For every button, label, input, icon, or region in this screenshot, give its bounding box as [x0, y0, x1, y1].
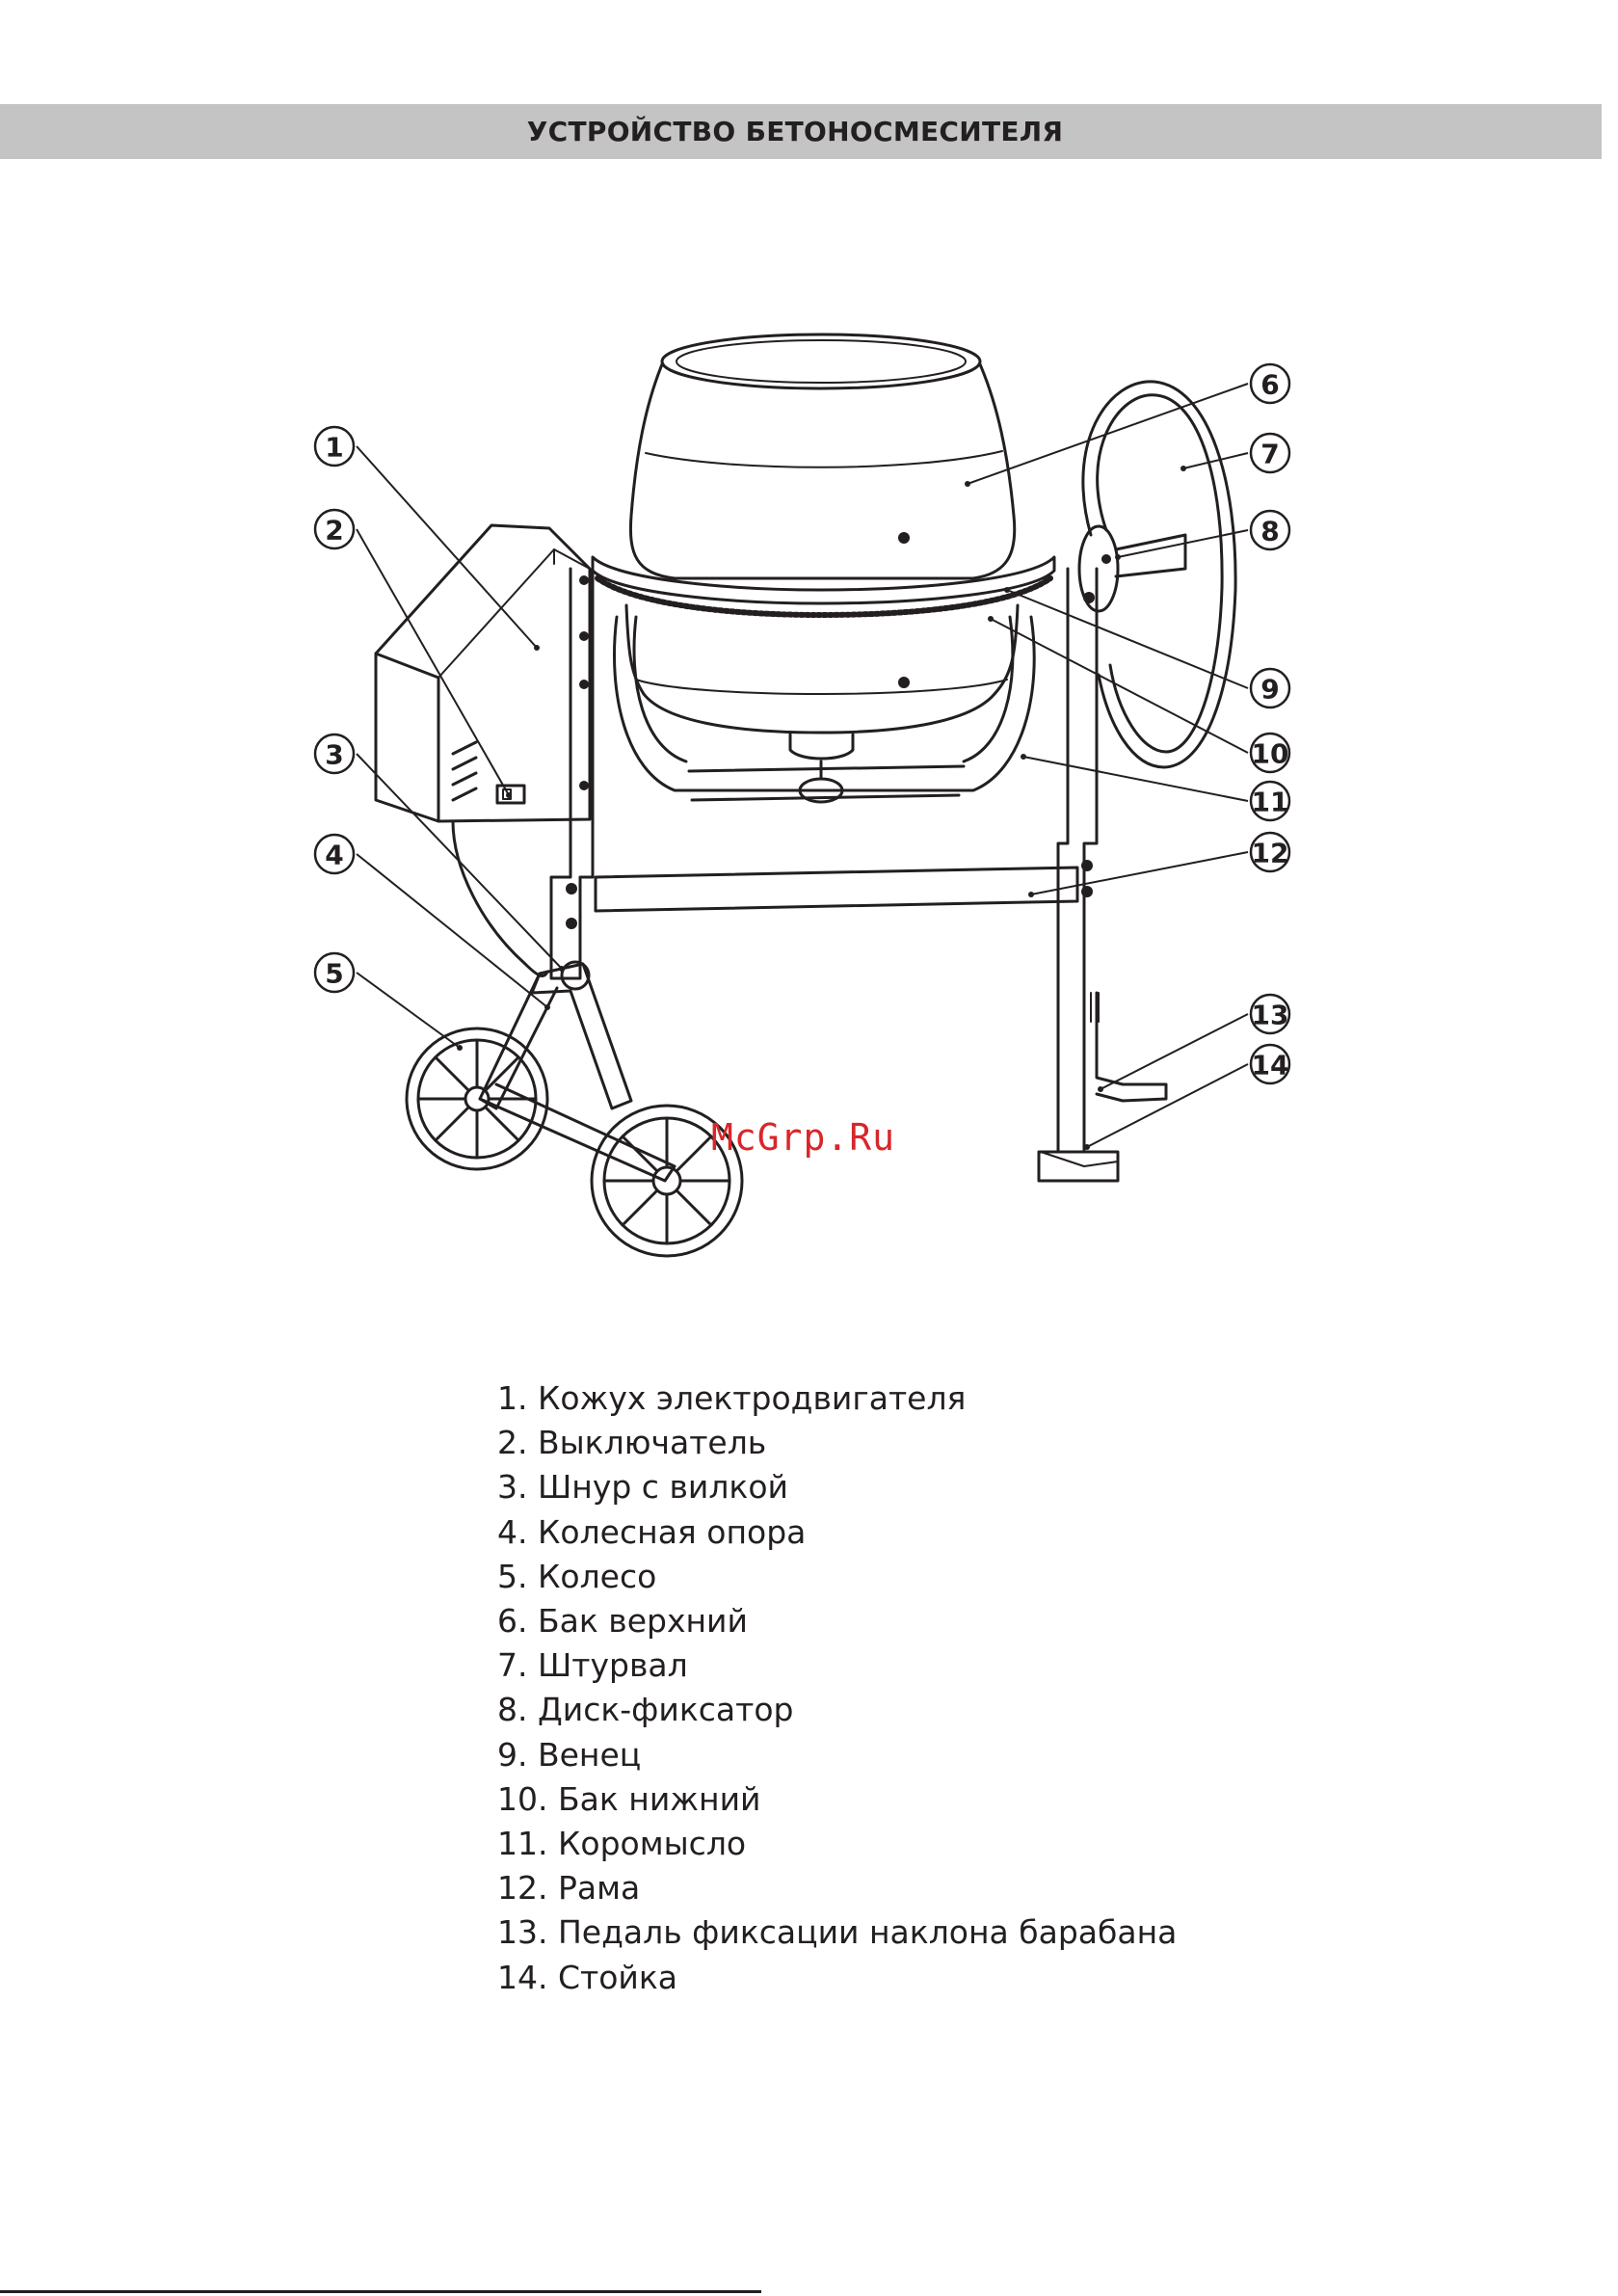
legend-item: 12. Рама: [497, 1869, 641, 1908]
callout-number: 13: [1251, 999, 1289, 1031]
callout-12: [1251, 833, 1289, 871]
callout-number: 2: [325, 514, 344, 547]
callout-number: 1: [325, 431, 344, 464]
lower-drum-drawing: [626, 605, 1018, 802]
legend-item: 4. Колесная опора: [497, 1512, 807, 1551]
wheel-rear-drawing: [407, 1028, 547, 1169]
callout-9: [1251, 669, 1289, 707]
legend-item: 13. Педаль фиксации наклона барабана: [497, 1913, 1178, 1952]
callout-3: [315, 734, 354, 773]
callout-7: [1251, 434, 1289, 472]
callout-14: [1251, 1045, 1289, 1083]
callout-number: 4: [325, 839, 344, 871]
legend-item: 11. Коромысло: [497, 1825, 747, 1863]
legend-item: 7. Штурвал: [497, 1646, 688, 1685]
watermark-text: McGrp.Ru: [711, 1116, 896, 1159]
power-cord-drawing: [453, 821, 547, 976]
legend-item: 14. Стойка: [497, 1958, 678, 1996]
parts-legend: [497, 1376, 1177, 2000]
callout-number: 7: [1260, 438, 1280, 470]
callout-1: [315, 427, 354, 466]
callout-number: 5: [325, 957, 344, 990]
legend-item: 8. Диск-фиксатор: [497, 1691, 794, 1729]
callout-number: 6: [1260, 368, 1280, 401]
legend-item: 10. Бак нижний: [497, 1779, 761, 1818]
callout-number: 14: [1251, 1049, 1289, 1081]
callout-number: 3: [325, 738, 344, 771]
pedal-drawing: [1091, 993, 1166, 1101]
legend-item: 2. Выключатель: [497, 1424, 767, 1462]
legend-item: 1. Кожух электродвигателя: [497, 1379, 967, 1417]
callout-13: [1251, 995, 1289, 1033]
footer-rule: [0, 2290, 761, 2293]
callout-number: 8: [1260, 515, 1280, 547]
legend-item: 5. Колесо: [497, 1557, 657, 1595]
yoke-drawing: [615, 617, 1035, 800]
legend-item: 3. Шнур с вилкой: [497, 1468, 788, 1507]
frame-drawing: [551, 569, 1118, 1181]
page-title: УСТРОЙСТВО БЕТОНОСМЕСИТЕЛЯ: [526, 116, 1064, 147]
handwheel-drawing: [1083, 382, 1235, 767]
legend-item: 6. Бак верхний: [497, 1602, 748, 1641]
legend-item: 9. Венец: [497, 1735, 642, 1774]
callout-2: [315, 510, 354, 548]
callout-6: [1251, 364, 1289, 403]
callout-10: [1251, 734, 1289, 772]
gear-ring-drawing: [593, 557, 1054, 615]
callout-number: 10: [1251, 737, 1289, 770]
callout-number: 11: [1251, 786, 1289, 818]
callout-11: [1251, 782, 1289, 820]
callout-number: 12: [1251, 837, 1289, 869]
callout-8: [1251, 511, 1289, 549]
motor-housing-drawing: [376, 525, 590, 821]
callout-5: [315, 953, 354, 992]
callout-4: [315, 835, 354, 873]
upper-drum-drawing: [630, 334, 1014, 578]
callout-number: 9: [1260, 673, 1280, 706]
